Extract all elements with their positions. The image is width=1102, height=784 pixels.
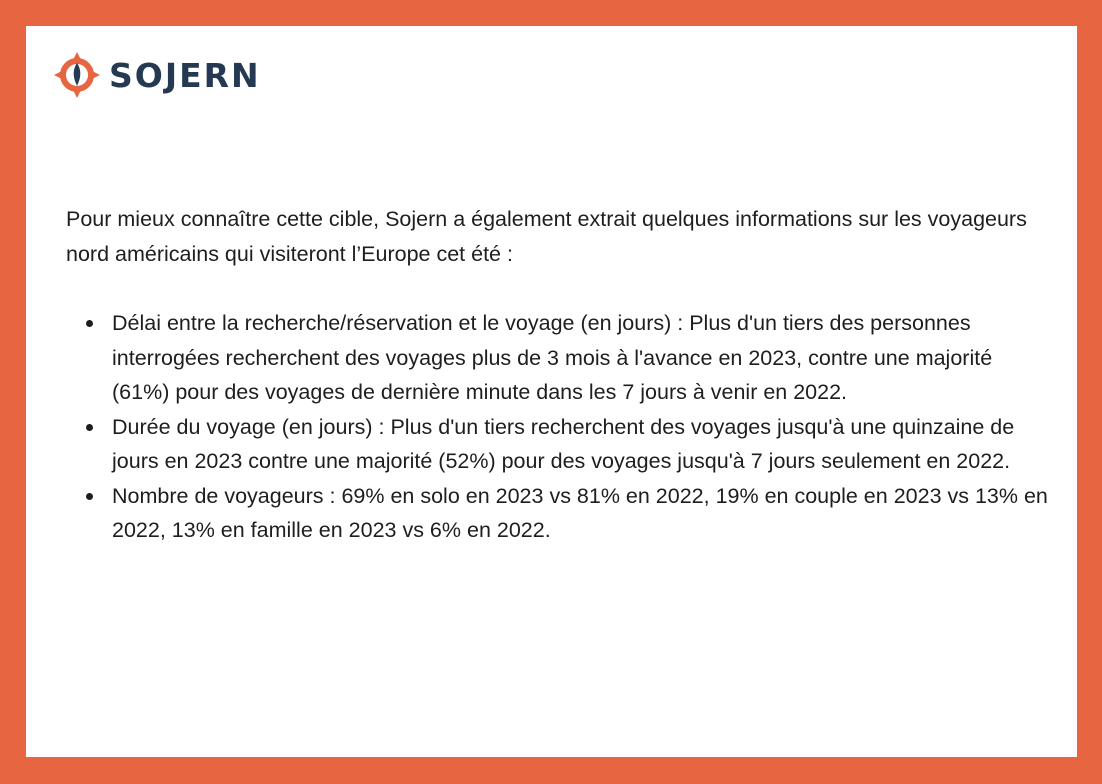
list-item: [66, 410, 1051, 479]
list-item-text: Délai entre la recherche/réservation et le voyage (en jours) : Plus d'un tiers des personnes interrogées recherchent des voyages plus de 3 mois à l'avance en 2023, contre une majorité (61%) pour des voyages de dernière minute dans les 7 jours à venir en 2022.: [112, 311, 993, 404]
brand-name: SOJERN: [109, 55, 261, 95]
bullet-dot-icon: [86, 493, 93, 500]
compass-logo-icon: [52, 50, 102, 100]
bullet-list: [66, 306, 1051, 548]
list-item-text: Durée du voyage (en jours) : Plus d'un tiers recherchent des voyages jusqu'à une quinzaine de jours en 2023 contre une majorité (52%) pour des voyages jusqu'à 7 jours seulement en 2022.: [112, 414, 1015, 473]
list-item: [66, 306, 1051, 410]
content-card: [26, 26, 1077, 757]
bullet-dot-icon: [86, 424, 93, 431]
sojern-logo: [52, 46, 261, 104]
article-body: [66, 202, 1051, 548]
list-item-text: Nombre de voyageurs : 69% en solo en 2023 vs 81% en 2022, 19% en couple en 2023 vs 13% en 2022, 13% en famille en 2023 vs 6% en 2022.: [112, 483, 1048, 542]
intro-paragraph: Pour mieux connaître cette cible, Sojern a également extrait quelques informations sur les voyageurs nord américains qui visiteront l’Europe cet été :: [66, 207, 1027, 266]
bullet-dot-icon: [86, 320, 93, 327]
list-item: [66, 479, 1051, 548]
